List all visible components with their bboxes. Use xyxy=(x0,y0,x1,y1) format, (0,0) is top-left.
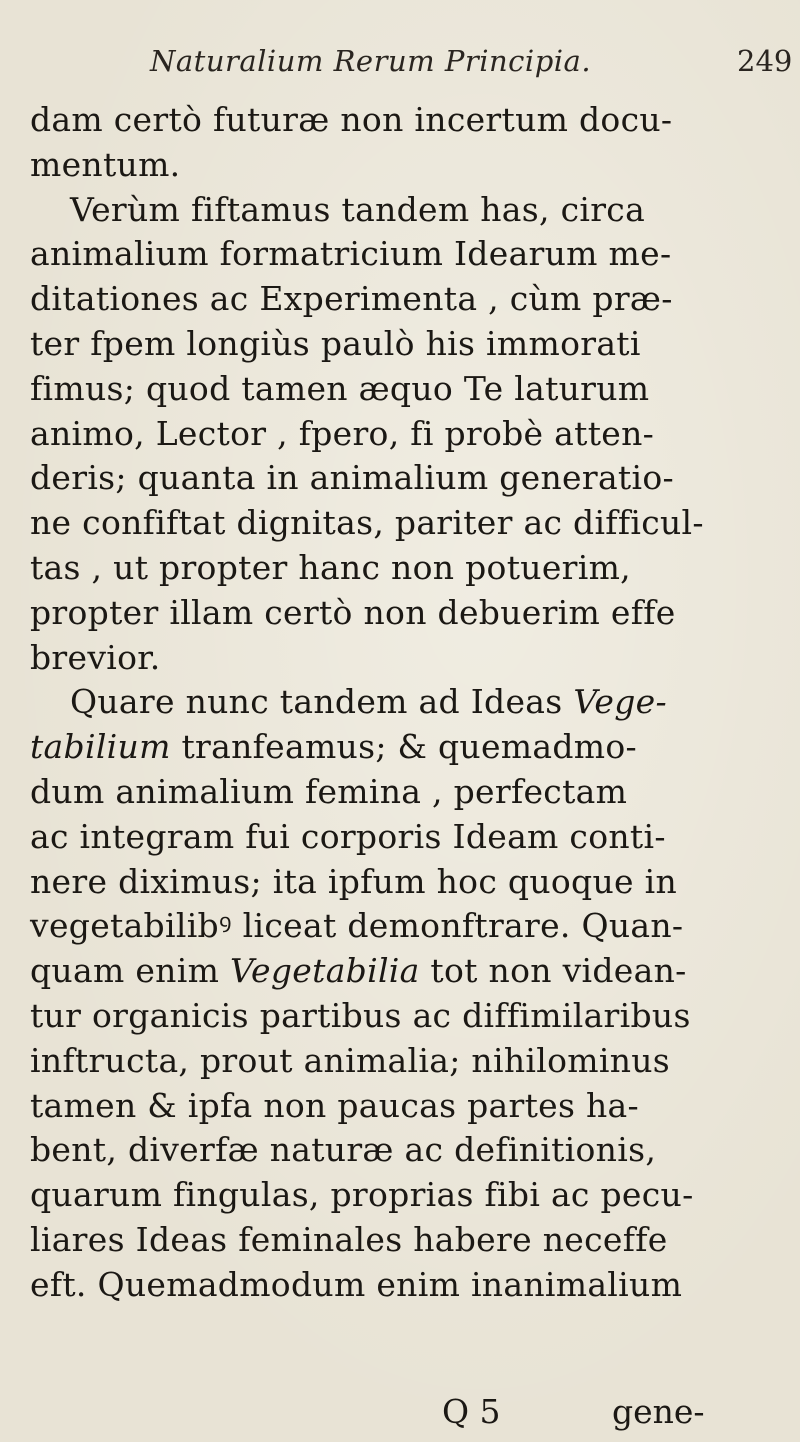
text-run: tot non videan- xyxy=(419,951,687,991)
page-number: 249 xyxy=(737,44,793,78)
text-line: vegetabilibꝰ liceat demonftrare. Quan- xyxy=(30,906,684,946)
text-line: inftructa, prout animalia; nihilominus xyxy=(30,1040,671,1080)
text-line: brevior. xyxy=(30,637,161,677)
text-line: liares Ideas feminales habere neceffe xyxy=(30,1219,668,1259)
text-line: animo, Lector , fpero, fi probè atten- xyxy=(30,413,655,453)
text-line: deris; quanta in animalium generatio- xyxy=(30,458,674,498)
italic-term: tabilium xyxy=(30,727,171,767)
text-run: quam enim xyxy=(30,951,230,991)
text-run: Quare nunc tandem ad Ideas xyxy=(70,682,574,722)
text-line: eft. Quemadmodum enim inanimalium xyxy=(30,1264,683,1304)
text-line: ac integram fui corporis Ideam conti- xyxy=(30,816,666,856)
paragraph-start-line: Verùm fiftamus tandem has, circa xyxy=(70,189,646,229)
text-line xyxy=(30,949,800,994)
body-text xyxy=(30,98,800,1308)
text-line: dam certò futuræ non incertum docu- xyxy=(30,100,673,139)
catchword: gene- xyxy=(612,1392,705,1431)
text-run: tranfeamus; & quemadmo- xyxy=(170,727,638,767)
text-line: ne confiftat dignitas, pariter ac difficul- xyxy=(30,503,704,543)
page-footer xyxy=(0,1392,800,1436)
text-line: ditationes ac Experimenta , cùm præ- xyxy=(30,279,673,319)
text-line: dum animalium femina , perfectam xyxy=(30,771,628,811)
running-title: Naturalium Rerum Principia. xyxy=(150,44,592,78)
paragraph-start-line xyxy=(30,680,800,725)
text-line: bent, diverfæ naturæ ac definitionis, xyxy=(30,1130,657,1170)
text-line: quarum fingulas, proprias fibi ac pecu- xyxy=(30,1175,694,1215)
text-line: tamen & ipfa non paucas partes ha- xyxy=(30,1085,639,1125)
italic-term: Vegetabilia xyxy=(229,951,420,991)
text-line: fimus; quod tamen æquo Te laturum xyxy=(30,368,650,408)
text-line: tur organicis partibus ac diffimilaribus xyxy=(30,995,691,1035)
text-line: tas , ut propter hanc non potuerim, xyxy=(30,547,631,587)
text-line: ter fpem longiùs paulò his immorati xyxy=(30,323,641,363)
text-line: animalium formatricium Idearum me- xyxy=(30,234,672,274)
text-line: mentum. xyxy=(30,144,181,184)
text-line: nere diximus; ita ipfum hoc quoque in xyxy=(30,861,678,901)
signature-mark: Q 5 xyxy=(442,1392,501,1431)
text-line: propter illam certò non debuerim effe xyxy=(30,592,676,632)
text-line xyxy=(30,725,800,770)
italic-term: Vege- xyxy=(573,682,667,722)
